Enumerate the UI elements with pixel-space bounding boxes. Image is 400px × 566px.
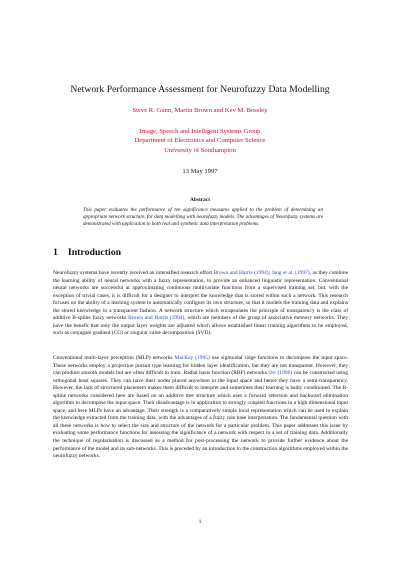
paper-title: Network Performance Assessment for Neurofuzzy Data Modelling	[70, 84, 330, 95]
abstract-text: This paper evaluates the performance of ten significance measures applied to the problem of determining an appropriate network structure, for data modelling with neurofuzzy models. The advantages of Neurofuzzy systems are demonstrated with application to both real and synthetic data interpretation problems.	[83, 207, 323, 227]
section-title: Introduction	[67, 247, 122, 258]
paragraph-text: , as they combine the learning ability of neural networks with a fuzzy representation, to provide an enhanced linguistic representation. Conventional neural networks are successful at approximating continuous multivariate functions from a supervised training set, but, with the exception of trivial cases, it is difficult for a designer to interpret the knowledge that is stored within such a network. This research focuses on the ability of a learning system to automatically configure its own structure, so that it models the training data and explains the stored knowledge in a transparent fashion. A network structure which encapsulates the principle of transparency is the class of additive B-spline fuzzy networks	[53, 270, 349, 322]
section-heading	[53, 247, 121, 258]
author-list: Steve R. Gunn, Martin Brown and Kev M. Bossley	[132, 107, 268, 114]
paragraph-text: Neurofuzzy systems have recently received an intensified research effort	[53, 270, 214, 276]
citation-link[interactable]: Brown and Harris (1994)	[213, 270, 269, 276]
citation-link[interactable]: Orr (1996)	[268, 370, 293, 377]
paragraph-text: can be constructed using orthogonal least squares. They can have their nodes placed anywhere in the input space and hence they have a semi-transparency. However, the lack of structured placement makes them difficult to interpret and sometimes their learning is badly conditioned. The B-spline networks considered here are based on an additive tree structure which uses a forward selection and backward elimination algorithm to decompose the input space. Their disadvantage is in application to strongly coupled functions in a high dimensional input space, and here MLPs have an advantage. Their strength is a comparatively simple local representation which can be used to explain the knowledge extracted from the training data, with the advantages of a fuzzy rule base interpretation. The fundamental question with all these networks is how to select the size and structure of the network for a particular problem. This paper addresses this issue by evaluating some performance functions for assessing the significance of a network with respect to a set of training data. Additionally the technique of regularisation is discussed as a method for post-processing the network to provide further evidence about the performance of the model and its sub-networks. This is preceded by an introduction to the construction algorithms employed within the neurofuzzy networks.	[53, 370, 348, 460]
abstract-heading: Abstract	[189, 197, 211, 203]
body-paragraph	[53, 270, 348, 338]
citation-link[interactable]: Brown and Harris (1994)	[128, 315, 185, 322]
paragraph-text: ;	[268, 270, 272, 276]
affiliation-line: Image, Speech and Intelligent Systems Group	[139, 128, 261, 135]
paragraph-text: , which are members of the group of associative memory networks. They have the benefit that only the output layer weights are adjusted which allows established linear training algorithms to be employed, such as conjugate gradient (CG) or singular value decomposition (SVD).	[53, 315, 348, 337]
section-number: 1	[53, 247, 58, 258]
page-number: 1	[198, 519, 202, 525]
affiliation-line: University of Southampton	[164, 146, 236, 154]
citation-link[interactable]: MacKay (1995)	[174, 355, 210, 361]
paragraph-text: Conventional multi-layer perceptron (MLP) networks	[53, 355, 175, 361]
paragraph-text: use sigmoidal ridge functions to decompose the input space. These networks employ a projection pursuit type learning for hidden layer identification, but they are not transparent. However, they can produce smooth models but are often difficult to train. Radial basis function (RBF) networks	[53, 355, 348, 377]
affiliation-line: Department of Electronics and Computer Science	[134, 137, 266, 145]
citation-link[interactable]: Jang et al. (1997)	[271, 270, 310, 276]
publication-date: 13 May 1997	[182, 168, 218, 175]
body-paragraph	[53, 355, 348, 461]
affiliation-block	[0, 127, 400, 155]
